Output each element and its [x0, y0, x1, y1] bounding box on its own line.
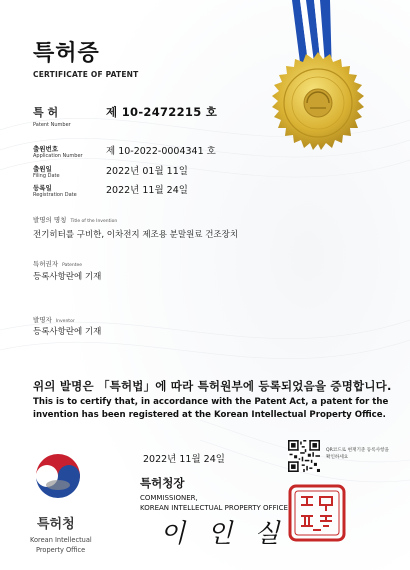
application-number-label: 출원번호 [33, 145, 59, 153]
commissioner-signature: 이인실 [160, 519, 302, 549]
office-name-en-line1: Korean Intellectual [30, 536, 92, 544]
gold-seal-icon [263, 50, 373, 160]
certification-statement-en-line1: This is to certify that, in accordance with the Patent Act, a patent for the [33, 397, 389, 407]
invention-title-label-en: Title of the Invention [70, 219, 118, 224]
filing-date-label: 출원일 [33, 165, 52, 173]
qr-note: QR코드로 현재기준 등록사항을 확인하세요 [326, 448, 389, 460]
issuer-en-line1: COMMISSIONER, [140, 494, 198, 502]
issuer-en-line2: KOREAN INTELLECTUAL PROPERTY OFFICE [140, 504, 288, 512]
invention-title-value: 전기히터를 구비한, 이차전지 제조용 분말원료 건조장치 [33, 230, 239, 240]
inventor-label-en: Inventor [55, 319, 75, 324]
patentee-value: 등록사항란에 기재 [33, 272, 102, 282]
invention-title-label-ko: 발명의 명칭 [33, 216, 67, 224]
inventor-label [33, 315, 75, 324]
patentee-label [33, 259, 82, 268]
application-number-label-en: Application Number [33, 153, 83, 159]
patentee-label-ko: 특허권자 [33, 260, 59, 268]
registration-date-value: 2022년 11월 24일 [106, 185, 188, 196]
filing-date-value: 2022년 01월 11일 [106, 166, 188, 177]
certification-statement-en-line2: invention has been registered at the Korean Intellectual Property Office. [33, 410, 386, 420]
registration-date-label: 등록일 [33, 184, 52, 192]
filing-date-label-en: Filing Date [33, 173, 60, 179]
inventor-label-ko: 발명자 [33, 316, 52, 324]
official-stamp-icon [287, 483, 347, 543]
patentee-label-en: Patentee [62, 263, 83, 268]
application-number-value: 제 10-2022-0004341 호 [106, 146, 216, 157]
patent-number-label-en: Patent Number [33, 122, 71, 128]
office-name-ko: 특허청 [37, 517, 75, 532]
registration-date-label-en: Registration Date [33, 192, 77, 198]
page-title: 특허증 [33, 41, 100, 66]
patent-number-value: 제 10-2472215 호 [106, 105, 218, 119]
inventor-value: 등록사항란에 기재 [33, 327, 102, 337]
patent-number-label: 특 허 [33, 106, 59, 119]
kipo-logo-icon [34, 452, 82, 500]
office-name-en-line2: Property Office [36, 546, 86, 554]
invention-title-label [33, 215, 117, 224]
issuer-title: 특허청장 [140, 476, 185, 490]
certification-statement-ko: 위의 발명은 「특허법」에 따라 특허원부에 등록되었음을 증명합니다. [33, 379, 392, 393]
issue-date: 2022년 11월 24일 [143, 454, 225, 465]
qr-code-icon[interactable] [288, 440, 320, 472]
page-subtitle: CERTIFICATE OF PATENT [33, 70, 139, 79]
